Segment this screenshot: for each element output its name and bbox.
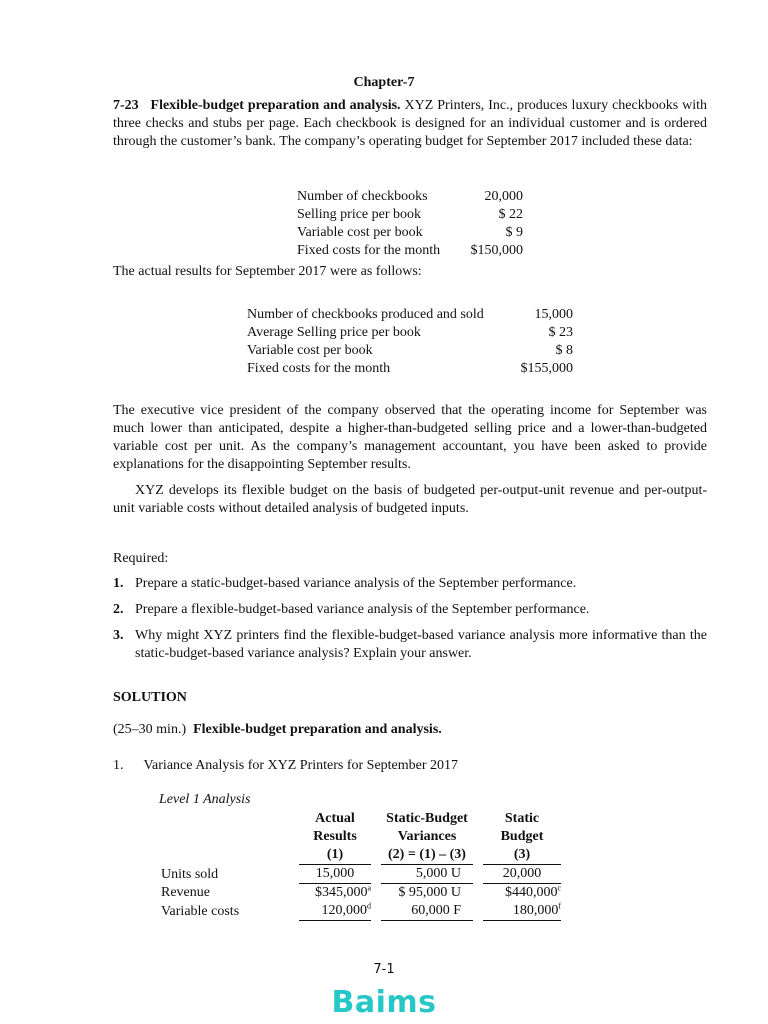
part1-title: Variance Analysis for XYZ Printers for September 2017 xyxy=(143,758,459,773)
solution-heading xyxy=(113,721,707,739)
table-row xyxy=(247,324,573,342)
solution-time: (25–30 min.) xyxy=(113,722,187,737)
problem-intro-text: XYZ Printers, Inc., produces luxury checkbooks with three checks and stubs per page. Each checkbook is designed for an individual customer and is ordered through the customer’s bank. The company’s operating budget for September 2017 included these data: xyxy=(113,98,707,149)
problem-title: Flexible-budget preparation and analysis. xyxy=(150,98,401,113)
header-actual-line1: Actual xyxy=(315,811,355,826)
row-value: 20,000 xyxy=(484,189,523,204)
row-value: $ 22 xyxy=(498,207,523,222)
table-row xyxy=(247,342,573,360)
part1-heading xyxy=(113,757,707,775)
row-label: Revenue xyxy=(161,885,210,900)
header-variance-line3: (2) = (1) – (3) xyxy=(381,846,473,865)
cell-variance: 60,000 F xyxy=(381,902,473,921)
row-label: Units sold xyxy=(161,866,219,882)
cell-variance: 5,000 U xyxy=(381,865,473,884)
page-number: 7-1 xyxy=(373,962,395,977)
problem-intro xyxy=(113,97,707,151)
row-value: $150,000 xyxy=(470,243,523,258)
requirement-text: Prepare a flexible-budget-based variance analysis of the September performance. xyxy=(135,602,590,617)
table-row xyxy=(297,242,523,260)
solution-title: Flexible-budget preparation and analysis. xyxy=(193,722,442,737)
cell-variance: $ 95,000 U xyxy=(398,885,461,900)
row-label: Average Selling price per book xyxy=(247,325,421,340)
table-row xyxy=(297,224,523,242)
row-label: Selling price per book xyxy=(297,207,422,222)
row-label: Number of checkbooks xyxy=(297,189,428,204)
header-variance-line1: Static-Budget xyxy=(386,811,468,826)
requirement-1 xyxy=(113,575,707,593)
table-row xyxy=(297,188,523,206)
cell-static: $440,000$^c$ xyxy=(504,883,561,900)
required-label: Required: xyxy=(113,551,169,566)
cell-actual: 120,000$^d$ xyxy=(299,902,371,921)
cell-actual: $345,000$^a$ xyxy=(314,883,371,900)
header-actual-line3: (1) xyxy=(299,846,371,865)
chapter-title: Chapter-7 xyxy=(353,75,415,90)
requirement-number: 1. xyxy=(113,576,124,591)
requirement-text: Prepare a static-budget-based variance analysis of the September performance. xyxy=(135,576,577,591)
row-value: $ 23 xyxy=(548,325,573,340)
xyz-paragraph: XYZ develops its flexible budget on the basis of budgeted per-output-unit revenue and per-output-unit variable costs without detailed analysis of budgeted inputs. xyxy=(113,483,707,516)
row-label: Number of checkbooks produced and sold xyxy=(247,307,484,322)
header-static-line3: (3) xyxy=(483,846,561,865)
row-label: Variable cost per book xyxy=(247,343,373,358)
table-row xyxy=(161,884,561,902)
row-value: $ 8 xyxy=(555,343,573,358)
table-row xyxy=(161,865,561,884)
header-static-line2: Budget xyxy=(500,829,544,844)
brand-logo[interactable]: Baims xyxy=(331,985,437,1020)
requirement-text: Why might XYZ printers find the flexible-budget-based variance analysis more informative than the static-budget-based variance analysis? Explain your answer. xyxy=(135,628,707,661)
row-label: Variable costs xyxy=(161,903,240,919)
row-label: Fixed costs for the month xyxy=(297,243,441,258)
header-variance-line2: Variances xyxy=(397,829,457,844)
solution-label: SOLUTION xyxy=(113,690,187,705)
level-label: Level 1 Analysis xyxy=(159,792,251,807)
row-value: $ 9 xyxy=(505,225,523,240)
budget-data-table xyxy=(297,188,523,260)
variance-table xyxy=(161,810,561,921)
cell-actual: 15,000 xyxy=(299,865,371,884)
cell-static: 180,000$^f$ xyxy=(483,902,561,921)
requirement-2 xyxy=(113,601,707,619)
problem-number: 7-23 xyxy=(113,98,139,113)
header-static-line1: Static xyxy=(504,811,540,826)
row-value: $155,000 xyxy=(520,361,573,376)
header-actual-line2: Results xyxy=(313,829,357,844)
vp-paragraph: The executive vice president of the company observed that the operating income for September was much lower than anticipated, despite a higher-than-budgeted selling price and a lower-than-budgeted variable cost per unit. As the company’s management accountant, you have been asked to provide explanations for the disappointing September results. xyxy=(113,403,707,472)
requirement-number: 2. xyxy=(113,602,124,617)
cell-static: 20,000 xyxy=(483,865,561,884)
row-label: Variable cost per book xyxy=(297,225,423,240)
table-row xyxy=(247,306,573,324)
table-row xyxy=(247,360,573,378)
row-label: Fixed costs for the month xyxy=(247,361,391,376)
actual-data-table xyxy=(247,306,573,378)
requirement-3 xyxy=(113,627,707,663)
table-row xyxy=(297,206,523,224)
requirement-number: 3. xyxy=(113,628,124,643)
part1-number: 1. xyxy=(113,758,124,773)
table-row xyxy=(161,902,561,921)
row-value: 15,000 xyxy=(534,307,573,322)
actual-intro: The actual results for September 2017 were as follows: xyxy=(113,264,422,279)
